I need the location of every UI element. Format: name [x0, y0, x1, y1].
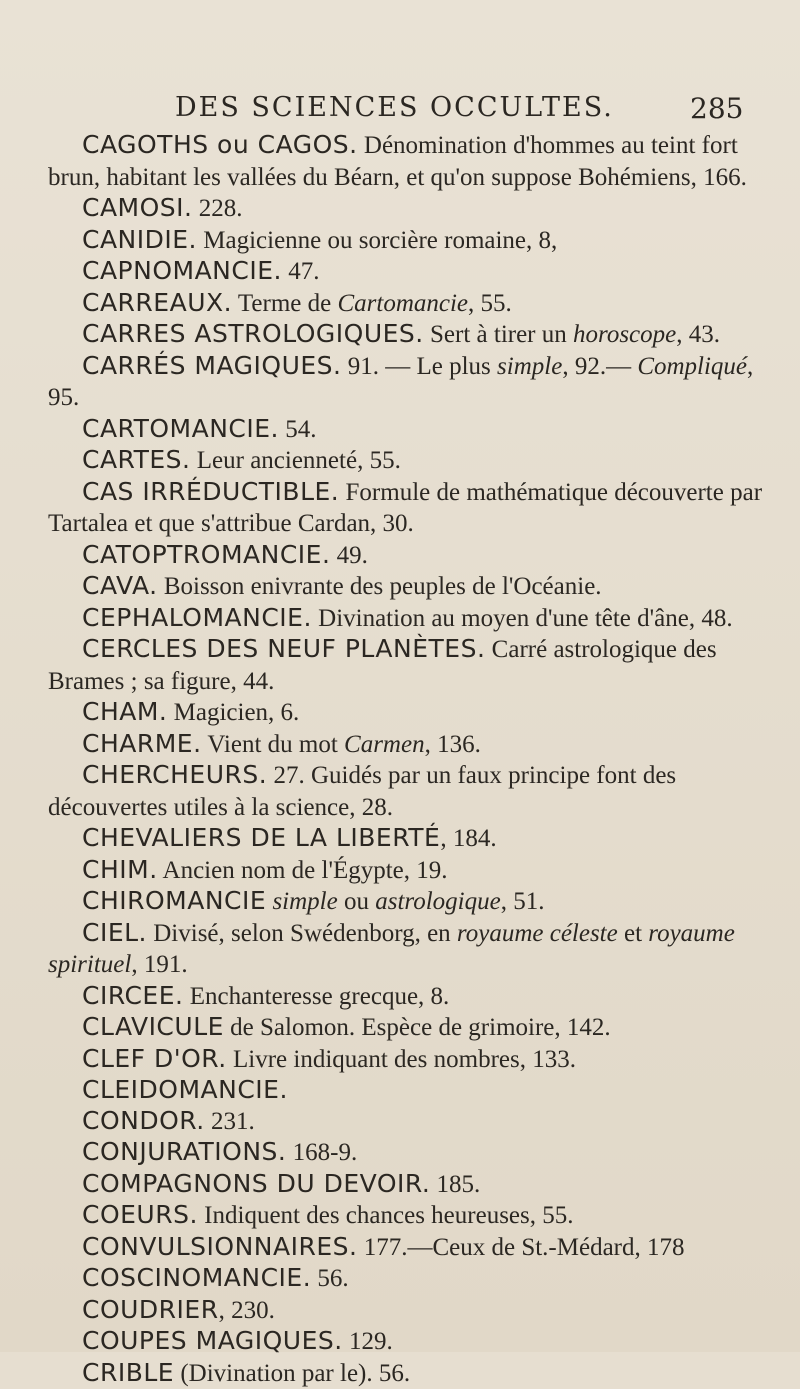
index-entry	[48, 1137, 778, 1169]
index-entry	[48, 1106, 778, 1138]
page-header	[0, 92, 800, 132]
entry-text: Dénomination d'hommes au teint fort brun, habitant les vallées du Béarn, et qu'on suppose Bohémiens, 166.	[48, 132, 747, 191]
index-entry	[48, 697, 778, 729]
entry-text: , 43.	[676, 321, 720, 348]
index-entry	[48, 1012, 778, 1044]
entry-heading: CEPHALOMANCIE.	[82, 603, 312, 632]
entry-heading: CARTOMANCIE.	[82, 414, 279, 443]
entry-heading: CONJURATIONS.	[82, 1137, 286, 1166]
entry-text: 49.	[330, 542, 368, 569]
entry-text: Vient du mot	[202, 731, 344, 758]
entry-italic-term: simple	[497, 353, 562, 380]
entry-heading: CONDOR.	[82, 1106, 205, 1135]
entry-heading: CAGOTHS ou CAGOS.	[82, 130, 358, 159]
entry-heading: CARRES ASTROLOGIQUES.	[82, 319, 424, 348]
index-entry	[48, 886, 778, 918]
index-entry	[48, 1075, 778, 1106]
entry-heading: COUDRIER	[82, 1295, 219, 1324]
index-entry	[48, 477, 778, 540]
entry-text: 54.	[279, 416, 317, 443]
index-entry	[48, 1232, 778, 1264]
entry-heading: CRIBLE	[82, 1358, 174, 1387]
entry-heading: CHEVALIERS DE LA LIBERTÉ	[82, 823, 440, 852]
entry-text: 27. Guidés par un faux principe font des découvertes utiles à la science, 28.	[48, 762, 676, 821]
entry-heading: CIRCEE.	[82, 981, 183, 1010]
entry-text: Leur ancienneté, 55.	[191, 447, 401, 474]
entry-heading: CAVA.	[82, 571, 158, 600]
entry-italic-term: simple	[272, 888, 337, 915]
entry-text: , 230.	[219, 1297, 275, 1324]
index-entry	[48, 288, 778, 320]
entry-text: de Salomon. Espèce de grimoire, 142.	[224, 1014, 611, 1041]
entry-text: Ancien nom de l'Égypte, 19.	[158, 857, 448, 884]
index-entry	[48, 445, 778, 477]
entry-heading: COSCINOMANCIE.	[82, 1263, 311, 1292]
entry-heading: CANIDIE.	[82, 225, 197, 254]
entry-text: Indiquent des chances heureuses, 55.	[198, 1202, 574, 1229]
entry-text: 185.	[430, 1171, 480, 1198]
index-entry	[48, 981, 778, 1013]
index-entry	[48, 855, 778, 887]
running-title: DES SCIENCES OCCULTES.	[175, 92, 614, 123]
entry-text: Livre indiquant des nombres, 133.	[227, 1046, 576, 1073]
index-entry	[48, 603, 778, 635]
index-entry	[48, 1044, 778, 1076]
index-entry	[48, 540, 778, 572]
entry-heading: CAMOSI.	[82, 193, 193, 222]
entry-italic-term: royaume spirituel	[48, 920, 735, 979]
index-entry	[48, 634, 778, 697]
entry-heading: CLEIDOMANCIE.	[82, 1075, 288, 1104]
entry-text: et	[618, 920, 649, 947]
index-entry	[48, 319, 778, 351]
entry-text: , 92.—	[562, 353, 637, 380]
entry-heading: CERCLES DES NEUF PLANÈTES.	[82, 634, 485, 663]
index-entry	[48, 729, 778, 761]
entry-text: 228.	[193, 195, 243, 222]
entry-text: , 184.	[440, 825, 496, 852]
entry-italic-term: horoscope	[573, 321, 676, 348]
entry-heading: CHIROMANCIE	[82, 886, 266, 915]
entry-heading: CLAVICULE	[82, 1012, 224, 1041]
entry-heading: CARRÉS MAGIQUES.	[82, 351, 341, 380]
page-number: 285	[690, 92, 743, 125]
index-entry	[48, 918, 778, 981]
entry-heading: COMPAGNONS DU DEVOIR.	[82, 1169, 430, 1198]
entry-heading: CHAM.	[82, 697, 167, 726]
index-entry	[48, 1326, 778, 1358]
entry-heading: CARREAUX.	[82, 288, 232, 317]
entry-text: Divination au moyen d'une tête d'âne, 48.	[312, 605, 733, 632]
entry-text: (Divination par le). 56.	[174, 1360, 410, 1387]
entry-italic-term: Compliqué	[637, 353, 747, 380]
entry-text: 129.	[343, 1328, 393, 1355]
entry-heading: CONVULSIONNAIRES.	[82, 1232, 357, 1261]
entry-heading: COEURS.	[82, 1200, 198, 1229]
entry-heading: CHERCHEURS.	[82, 760, 267, 789]
entry-text: , 136.	[425, 731, 481, 758]
index-entry	[48, 351, 778, 414]
entry-text: Magicien, 6.	[167, 699, 299, 726]
index-entry	[48, 1263, 778, 1295]
entry-text: , 55.	[468, 290, 512, 317]
entry-text: 56.	[311, 1265, 349, 1292]
entry-heading: CHIM.	[82, 855, 158, 884]
entry-text: Magicienne ou sorcière romaine, 8,	[197, 227, 557, 254]
entry-text: Carré astrologique des Brames ; sa figure, 44.	[48, 636, 717, 695]
entry-italic-term: Carmen	[344, 731, 425, 758]
entry-italic-term: astrologique	[375, 888, 500, 915]
entry-heading: CHARME.	[82, 729, 202, 758]
entry-text: ou	[338, 888, 376, 915]
entry-text: 47.	[282, 258, 320, 285]
entry-text: Enchanteresse grecque, 8.	[183, 983, 449, 1010]
entry-text: Divisé, selon Swédenborg, en	[147, 920, 457, 947]
index-entry	[48, 130, 778, 193]
entry-text: , 51.	[501, 888, 545, 915]
entry-text: 231.	[205, 1108, 255, 1135]
entry-text: 168-9.	[286, 1139, 357, 1166]
entry-heading: CIEL.	[82, 918, 147, 947]
entry-text: Formule de mathématique découverte par Tartalea et que s'attribue Cardan, 30.	[48, 479, 762, 538]
entry-text: 91. — Le plus	[341, 353, 497, 380]
index-entry	[48, 1169, 778, 1201]
entry-italic-term: Cartomancie	[337, 290, 468, 317]
index-entry	[48, 256, 778, 288]
index-entries	[48, 130, 778, 1389]
entry-italic-term: royaume céleste	[457, 920, 618, 947]
entry-heading: CLEF D'OR.	[82, 1044, 227, 1073]
entry-heading: CAS IRRÉDUCTIBLE.	[82, 477, 339, 506]
entry-heading: CARTES.	[82, 445, 191, 474]
index-entry	[48, 193, 778, 225]
index-entry	[48, 823, 778, 855]
entry-text: Terme de	[232, 290, 337, 317]
entry-text: , 95.	[48, 353, 753, 412]
entry-heading: CATOPTROMANCIE.	[82, 540, 330, 569]
entry-text: Boisson enivrante des peuples de l'Océanie.	[158, 573, 602, 600]
index-entry	[48, 1200, 778, 1232]
index-entry	[48, 1358, 778, 1389]
index-entry	[48, 414, 778, 446]
entry-heading: COUPES MAGIQUES.	[82, 1326, 343, 1355]
index-entry	[48, 225, 778, 257]
index-entry	[48, 760, 778, 823]
entry-text: , 191.	[131, 951, 187, 978]
entry-text: Sert à tirer un	[424, 321, 573, 348]
index-entry	[48, 571, 778, 603]
entry-heading: CAPNOMANCIE.	[82, 256, 282, 285]
entry-text: 177.—Ceux de St.-Médard, 178	[357, 1234, 684, 1261]
index-entry	[48, 1295, 778, 1327]
